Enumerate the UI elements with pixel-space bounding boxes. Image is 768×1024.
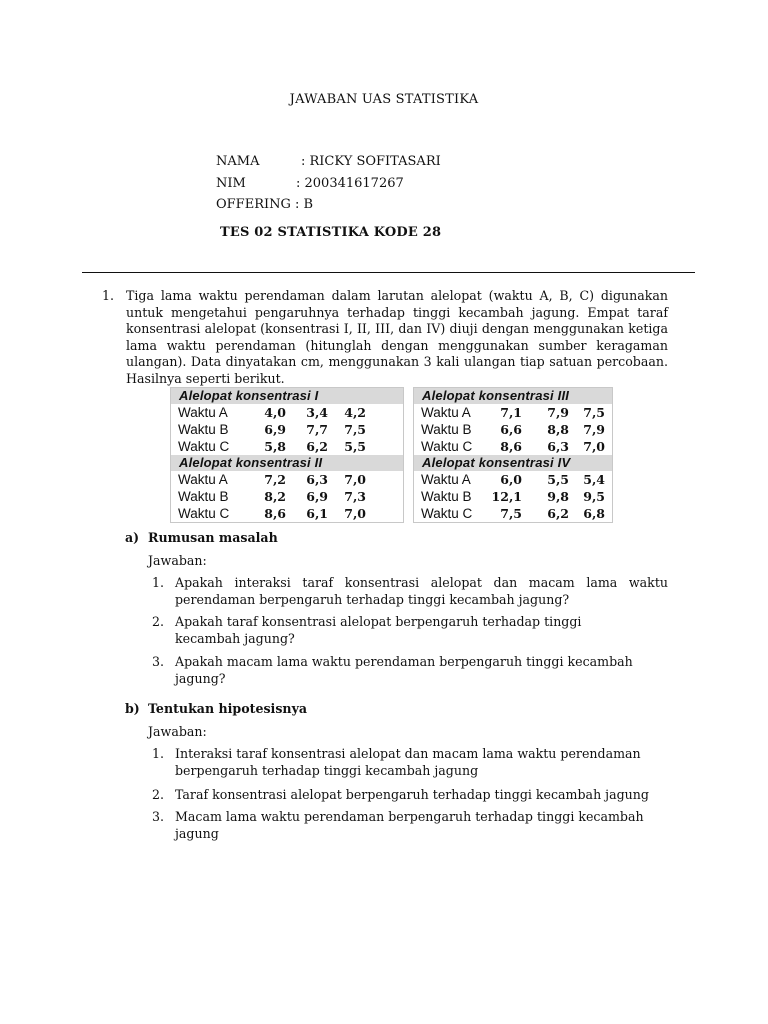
table-cell: 6,6 <box>500 422 522 437</box>
row-label: Waktu B <box>421 489 472 504</box>
item-number: 3. <box>152 809 165 824</box>
table-cell: 6,0 <box>500 472 522 487</box>
item-number: 2. <box>152 787 165 802</box>
table-title: Alelopat konsentrasi II <box>171 455 403 471</box>
table-cell: 4,0 <box>264 405 286 420</box>
row-label: Waktu A <box>178 472 228 487</box>
table-cell: 7,7 <box>306 422 328 437</box>
table-cell: 4,2 <box>344 405 366 420</box>
item-text: Taraf konsentrasi alelopat berpengaruh terhadap tinggi kecambah jagung <box>175 787 649 802</box>
table-cell: 6,3 <box>547 439 569 454</box>
row-label: Waktu C <box>178 506 230 521</box>
question-text: Tiga lama waktu perendaman dalam larutan alelopat (waktu A, B, C) digunakan untuk mengetahui pengaruhnya terhadap tinggi kecambah jagung. Empat taraf konsentrasi alelopat (konsentrasi I, II, III, dan IV) diuji dengan menggunakan ketiga lama waktu perendaman (hitunglah dengan menggunakan sumber keragaman ulangan). Data dinyatakan cm, menggunakan 3 kali ulangan tiap satuan percobaan. Hasilnya seperti berikut. <box>126 288 668 386</box>
table-row <box>414 421 612 438</box>
section-title: Rumusan masalah <box>148 530 278 545</box>
table-cell: 6,2 <box>547 506 569 521</box>
table-cell: 7,0 <box>344 506 366 521</box>
table-title: Alelopat konsentrasi I <box>171 388 403 404</box>
info-label: NIM <box>216 176 246 191</box>
table-row <box>414 404 612 421</box>
table-cell: 9,8 <box>547 489 569 504</box>
section-title: Tentukan hipotesisnya <box>148 701 308 716</box>
item-number: 3. <box>152 654 165 669</box>
table-cell: 7,0 <box>344 472 366 487</box>
document-title: JAWABAN UAS STATISTIKA <box>289 92 479 107</box>
data-table-konsentrasi-3 <box>413 387 613 523</box>
item-text: Apakah taraf konsentrasi alelopat berpengaruh terhadap tinggi kecambah jagung? <box>175 614 582 646</box>
answer-label: Jawaban: <box>148 553 207 568</box>
table-cell: 3,4 <box>306 405 328 420</box>
table-row <box>171 421 403 438</box>
row-label: Waktu C <box>421 506 473 521</box>
table-title: Alelopat konsentrasi III <box>414 388 612 404</box>
row-label: Waktu A <box>421 472 471 487</box>
item-text: Interaksi taraf konsentrasi alelopat dan macam lama waktu perendaman berpengaruh terhadap tinggi kecambah jagung <box>175 746 641 778</box>
item-number: 1. <box>152 746 165 761</box>
table-cell: 8,8 <box>547 422 569 437</box>
table-cell: 6,2 <box>306 439 328 454</box>
section-letter: b) <box>125 701 140 716</box>
table-cell: 5,8 <box>264 439 286 454</box>
item-text: Macam lama waktu perendaman berpengaruh terhadap tinggi kecambah jagung <box>175 809 644 841</box>
table-cell: 8,6 <box>264 506 286 521</box>
data-table-konsentrasi-1 <box>170 387 404 523</box>
table-cell: 8,6 <box>500 439 522 454</box>
table-cell: 6,3 <box>306 472 328 487</box>
table-cell: 6,8 <box>583 506 605 521</box>
table-row <box>414 505 612 522</box>
table-row <box>414 471 612 488</box>
row-label: Waktu A <box>178 405 228 420</box>
item-text: Apakah interaksi taraf konsentrasi alelopat dan macam lama waktu perendaman berpengaruh terhadap tinggi kecambah jagung? <box>175 575 668 607</box>
row-label: Waktu A <box>421 405 471 420</box>
answer-label: Jawaban: <box>148 724 207 739</box>
table-cell: 8,2 <box>264 489 286 504</box>
row-label: Waktu C <box>421 439 473 454</box>
table-row <box>171 471 403 488</box>
table-cell: 7,5 <box>500 506 522 521</box>
row-label: Waktu C <box>178 439 230 454</box>
section-letter: a) <box>125 530 140 545</box>
table-cell: 7,9 <box>583 422 605 437</box>
info-label: NAMA <box>216 154 260 169</box>
table-cell: 7,1 <box>500 405 522 420</box>
table-cell: 7,5 <box>583 405 605 420</box>
table-row <box>414 488 612 505</box>
table-cell: 7,9 <box>547 405 569 420</box>
divider-line <box>82 272 695 273</box>
table-cell: 7,5 <box>344 422 366 437</box>
table-cell: 7,3 <box>344 489 366 504</box>
info-label: OFFERING : B <box>216 197 314 212</box>
table-row <box>171 505 403 522</box>
row-label: Waktu B <box>421 422 472 437</box>
table-title: Alelopat konsentrasi IV <box>414 455 612 471</box>
row-label: Waktu B <box>178 489 229 504</box>
table-row <box>171 438 403 455</box>
table-cell: 6,9 <box>264 422 286 437</box>
table-cell: 5,5 <box>547 472 569 487</box>
table-cell: 5,4 <box>583 472 605 487</box>
table-cell: 6,1 <box>306 506 328 521</box>
question-number: 1. <box>102 288 115 303</box>
table-row <box>414 438 612 455</box>
item-number: 2. <box>152 614 165 629</box>
info-value: : RICKY SOFITASARI <box>301 154 441 169</box>
table-cell: 9,5 <box>583 489 605 504</box>
table-cell: 7,2 <box>264 472 286 487</box>
item-text: Apakah macam lama waktu perendaman berpengaruh tinggi kecambah jagung? <box>175 654 633 686</box>
table-cell: 7,0 <box>583 439 605 454</box>
info-value: : 200341617267 <box>296 176 404 191</box>
table-cell: 6,9 <box>306 489 328 504</box>
table-cell: 12,1 <box>491 489 522 504</box>
item-number: 1. <box>152 575 165 590</box>
row-label: Waktu B <box>178 422 229 437</box>
table-row <box>171 404 403 421</box>
test-code: TES 02 STATISTIKA KODE 28 <box>220 225 442 240</box>
table-cell: 5,5 <box>344 439 366 454</box>
table-row <box>171 488 403 505</box>
